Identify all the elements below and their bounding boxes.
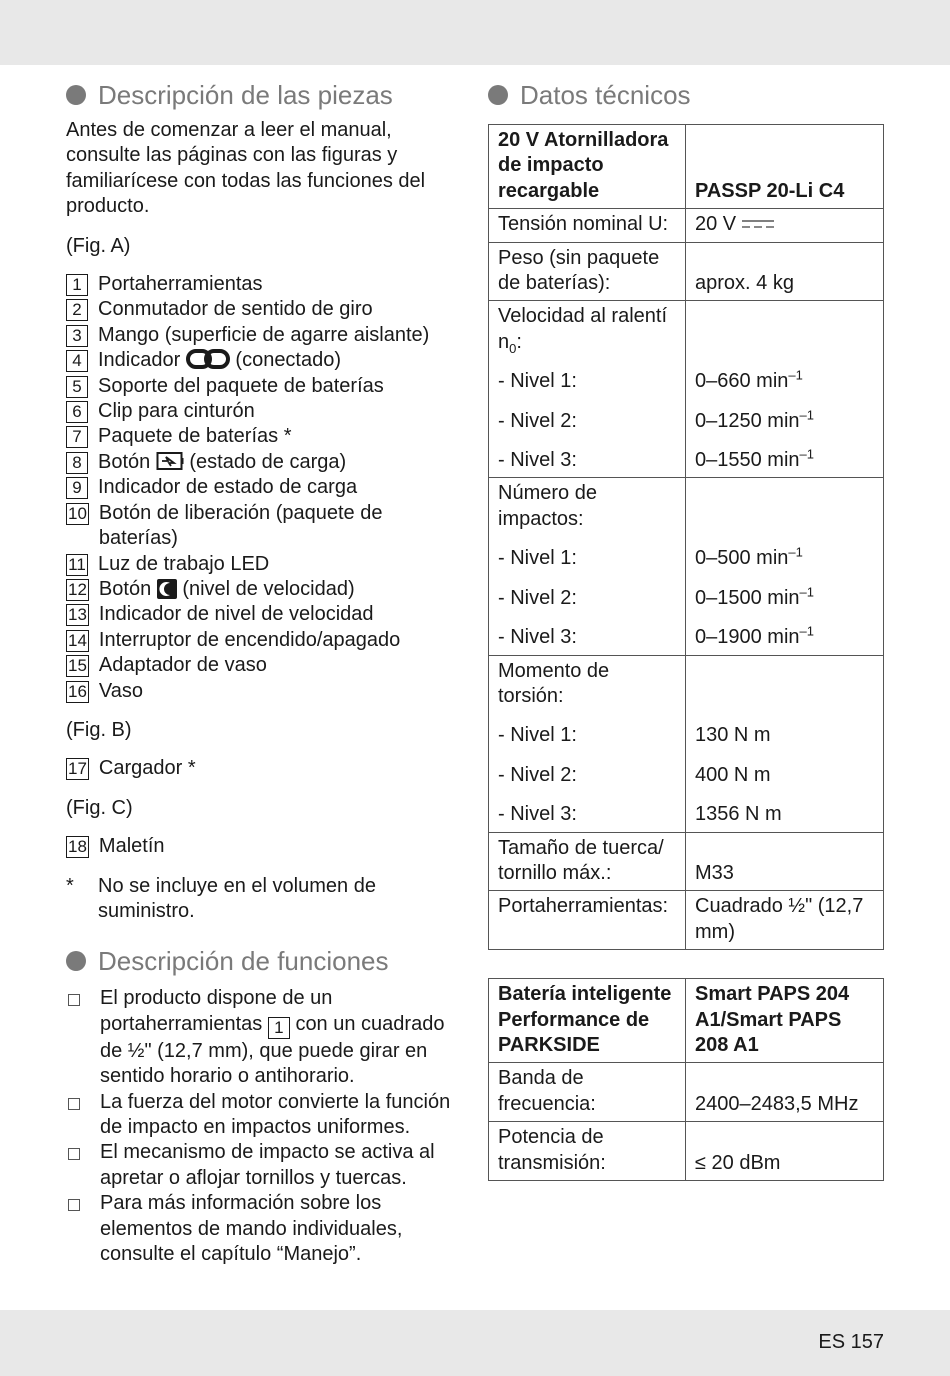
link-icon [186, 348, 230, 370]
list-item: 7 Paquete de baterías * [66, 424, 466, 449]
square-bullet-icon [68, 1098, 80, 1110]
parts-list-fig-b [66, 756, 466, 781]
right-column [488, 78, 884, 1181]
list-item: 9 Indicador de estado de carga [66, 475, 466, 500]
table-row: 20 V Atornilladora de impacto recargable PASSP 20-Li C4 [489, 125, 884, 209]
list-item: 6 Clip para cinturón [66, 399, 466, 424]
parts-intro: Antes de comenzar a leer el manual, consulte las páginas con las figuras y familiarícese con todas las funciones del producto. [66, 119, 426, 218]
list-item: La fuerza del motor convierte la función de impacto en impactos uniformes. [66, 1090, 466, 1141]
tech-heading: Datos técnicos [488, 78, 884, 112]
table-row: - Nivel 3: 0–1550 $\min^{-1}$ [489, 438, 884, 478]
table-row: Peso (sin paquete de baterías): aprox. 4 kg [489, 242, 884, 301]
table-row: Velocidad al ralentí $n_0$: [489, 301, 884, 359]
square-bullet-icon [68, 1148, 80, 1160]
dc-symbol-icon [742, 217, 774, 231]
parts-heading: Descripción de las piezas [66, 78, 466, 112]
bottom-band [0, 1310, 950, 1376]
parts-list [66, 272, 466, 704]
list-item: 4 Indicador (conectado) [66, 348, 466, 373]
list-item: 17 Cargador * [68, 757, 196, 780]
battery-check-icon [156, 450, 184, 472]
table-row: - Nivel 2: 0–1250 $\min^{-1}$ [489, 399, 884, 438]
table-row: - Nivel 2: 400 N m [489, 753, 884, 792]
list-item: El producto dispone de un portaherramientas 1 con un cuadrado de ½" (12,7 mm), que puede girar en sentido horario o antihorario. [66, 986, 466, 1089]
list-item: 16 Vaso [68, 679, 144, 702]
square-bullet-icon [68, 1199, 80, 1211]
list-item: 3 Mango (superficie de agarre aislante) [66, 323, 466, 348]
table-row: Momento de torsión: [489, 655, 884, 713]
footnote: * No se incluye en el volumen de suministro. [66, 874, 376, 922]
table-row: - Nivel 1: 0–660 $\min^{-1}$ [489, 359, 884, 398]
circle-bullet-icon [66, 951, 86, 971]
list-item: 18 Maletín [68, 835, 165, 858]
tech-table [488, 124, 884, 950]
list-item: 15 Adaptador de vaso [68, 654, 267, 677]
fig-a-label: (Fig. A) [66, 234, 131, 257]
page-number: ES 157 [818, 1331, 884, 1353]
list-item: 2 Conmutador de sentido de giro [66, 297, 466, 322]
list-item: 14 Interruptor de encendido/apagado [68, 628, 401, 651]
circle-bullet-icon [66, 85, 86, 105]
top-band [0, 0, 950, 65]
table-row: Tamaño de tuerca/ tornillo máx.: M33 [489, 832, 884, 891]
battery-table [488, 978, 884, 1181]
fig-c-label: (Fig. C) [66, 796, 133, 819]
parts-list-fig-c [66, 834, 466, 859]
table-row: Portaherramientas: Cuadrado ½" (12,7 mm) [489, 891, 884, 950]
table-row: Batería inteligente Performance de PARKSIDE Smart PAPS 204 A1/Smart PAPS 208 A1 [489, 979, 884, 1063]
left-column [66, 78, 466, 1267]
list-item: 10 Botón de liberación (paquete de baterías) [68, 501, 383, 550]
fig-b-label: (Fig. B) [66, 718, 132, 741]
table-row: - Nivel 3: 1356 N m [489, 792, 884, 832]
list-item: 1 Portaherramientas [66, 272, 466, 297]
functions-list [66, 986, 466, 1267]
table-row: Potencia de transmisión: ≤ 20 dBm [489, 1122, 884, 1181]
functions-heading: Descripción de funciones [66, 944, 466, 978]
table-row: - Nivel 1: 0–500 $\min^{-1}$ [489, 536, 884, 575]
table-row: Banda de frecuencia: 2400–2483,5 MHz [489, 1063, 884, 1122]
list-item: 12 Botón (nivel de velocidad) [68, 577, 355, 600]
list-item: 5 Soporte del paquete de baterías [66, 374, 466, 399]
table-row: Número de impactos: [489, 478, 884, 536]
speed-level-icon [157, 579, 177, 599]
list-item: 11 Luz de trabajo LED [66, 552, 466, 577]
list-item: El mecanismo de impacto se activa al apretar o aflojar tornillos y tuercas. [66, 1140, 466, 1191]
square-bullet-icon [68, 994, 80, 1006]
table-row: - Nivel 1: 130 N m [489, 713, 884, 752]
list-item: Para más información sobre los elementos de mando individuales, consulte el capítulo “Manejo”. [66, 1191, 466, 1267]
table-row: - Nivel 2: 0–1500 $\min^{-1}$ [489, 576, 884, 615]
list-item: 13 Indicador de nivel de velocidad [68, 603, 374, 626]
table-row: - Nivel 3: 0–1900 $\min^{-1}$ [489, 615, 884, 655]
list-item: 8 Botón (estado de carga) [66, 450, 466, 475]
table-row: Tensión nominal U: 20 V [489, 209, 884, 242]
circle-bullet-icon [488, 85, 508, 105]
